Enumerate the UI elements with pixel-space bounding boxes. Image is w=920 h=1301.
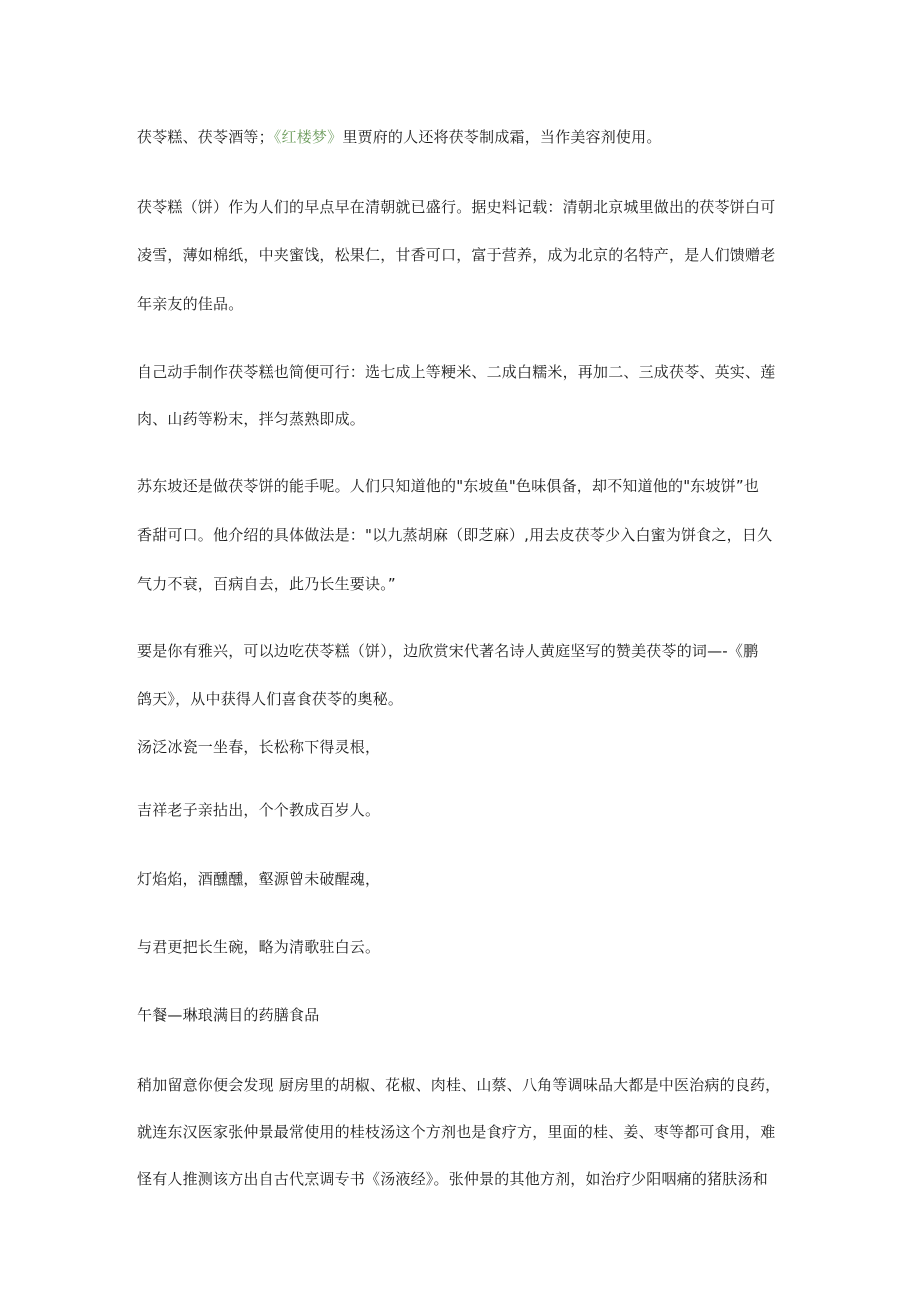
- paragraph-fuling-cake-wine: [137, 127, 797, 147]
- poem-line: 与君更把长生碗，略为清歌驻白云。: [137, 938, 381, 956]
- section-heading: 午餐—琳琅满目的药膳食品: [137, 1006, 320, 1024]
- paragraph-text: 茯苓糕、茯苓酒等；: [137, 128, 274, 146]
- poem-line: 灯焰焰，酒醺醺，壑源曾未破醒魂，: [137, 870, 381, 888]
- paragraph-line: 香甜可口。他介绍的具体做法是："以九蒸胡麻（即芝麻）,用去皮茯苓少入白蜜为饼食之，日久: [137, 526, 773, 544]
- paragraph-line: 鸽天》，从中获得人们喜食茯苓的奥秘。: [137, 690, 404, 708]
- book-title-hongloumeng: 《红楼梦》: [273, 128, 343, 146]
- paragraph-line: 怪有人推测该方出自古代烹调专书《汤液经》。张仲景的其他方剂，如治疗少阳咽痛的猪肤汤和: [137, 1170, 768, 1188]
- poem-line: 吉祥老子亲拈出，个个教成百岁人。: [137, 801, 381, 819]
- paragraph-line: 稍加留意你便会发现 厨房里的胡椒、花椒、肉桂、山蔡、八角等调味品大都是中医治病的良药，: [137, 1076, 781, 1094]
- paragraph-text: 里贾府的人还将茯苓制成霜，当作美容剂使用。: [342, 128, 662, 146]
- paragraph-line: 要是你有雅兴，可以边吃茯苓糕（饼），边欣赏宋代著名诗人黄庭坚写的赞美茯苓的词—-《鹏: [137, 642, 759, 660]
- paragraph-line: 就连东汉医家张仲景最常使用的桂枝汤这个方剂也是食疗方，里面的桂、姜、枣等都可食用，难: [137, 1123, 776, 1141]
- paragraph-line: 苏东坡还是做茯苓饼的能手呢。人们只知道他的"东坡鱼"色味俱备，却不知道他的"东坡饼”也: [137, 477, 760, 495]
- paragraph-line: 肉、山药等粉末，拌匀蒸熟即成。: [137, 410, 366, 428]
- paragraph-line: 气力不衰，百病自去，此乃长生要诀。”: [137, 575, 396, 593]
- paragraph-line: 凌雪，薄如棉纸，中夹蜜饯，松果仁，甘香可口，富于营养，成为北京的名特产，是人们馈赠老: [137, 246, 776, 264]
- paragraph-line: 自己动手制作茯苓糕也简便可行：选七成上等粳米、二成白糯米，再加二、三成茯苓、英实、莲: [137, 363, 776, 381]
- poem-line: 汤泛冰瓷一坐春，长松称下得灵根，: [137, 738, 381, 756]
- paragraph-line: 年亲友的佳品。: [137, 295, 244, 313]
- paragraph-line: 茯苓糕（饼）作为人们的早点早在清朝就已盛行。据史料记载：清朝北京城里做出的茯苓饼白可: [137, 198, 776, 216]
